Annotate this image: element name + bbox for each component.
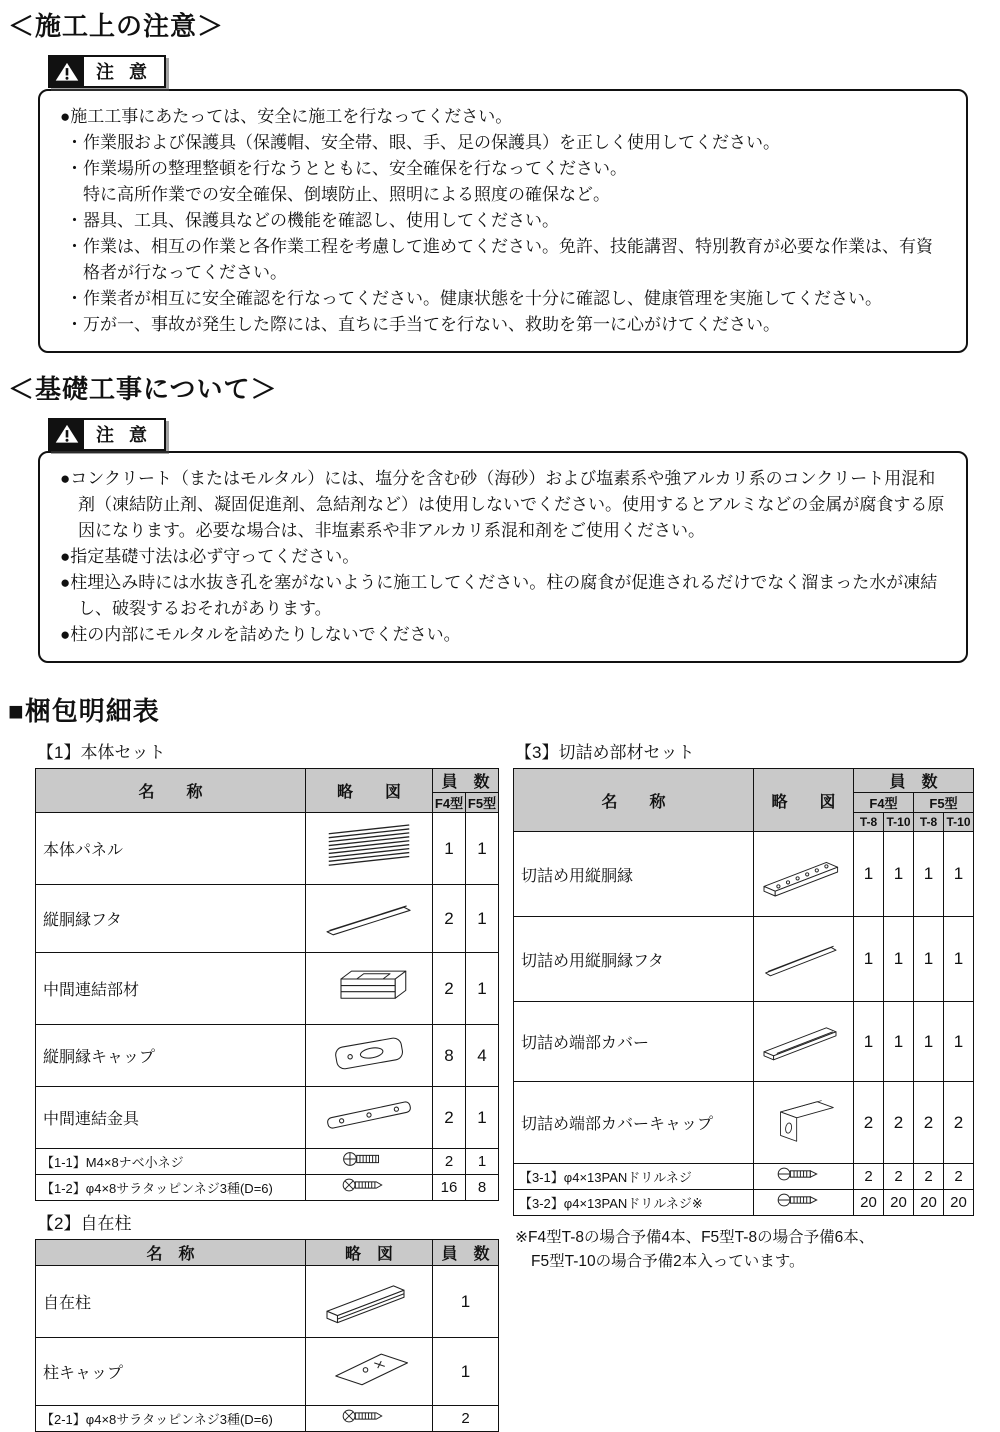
bullet-marker: ・ <box>66 210 83 230</box>
qty-f4: 2 <box>433 1149 466 1175</box>
table-row <box>514 1002 974 1082</box>
drill-screw-icon <box>775 1164 833 1184</box>
col-header-f5: F5型 <box>914 793 974 813</box>
section-title-construction: ＜施工上の注意＞ <box>8 11 225 41</box>
col-header-f5: F5型 <box>466 793 499 813</box>
caution-item <box>66 286 948 312</box>
qty: 1 <box>884 1002 914 1082</box>
col-header-sketch: 略 図 <box>306 1240 433 1266</box>
table-row <box>36 1175 499 1201</box>
part-name: 切詰め用縦胴縁 <box>514 832 754 917</box>
bullet-marker: ・ <box>66 132 83 152</box>
qty-f4: 16 <box>433 1175 466 1201</box>
bullet-marker: ・ <box>66 288 83 308</box>
caution-item <box>66 234 948 286</box>
footnote-line: F5型T-10の場合予備2本入っています。 <box>531 1253 805 1270</box>
qty: 2 <box>944 1164 974 1190</box>
caution-badge <box>48 418 166 451</box>
qty: 20 <box>914 1190 944 1216</box>
post-bar-icon <box>311 1271 427 1327</box>
construction-caution-section <box>38 55 968 353</box>
qty: 20 <box>884 1190 914 1216</box>
part-name: 【1-2】φ4×8サラタッピンネジ3種(D=6) <box>36 1175 306 1201</box>
col-header-f4: F4型 <box>433 793 466 813</box>
caution-text: 指定基礎寸法は必ず守ってください。 <box>70 547 360 566</box>
part-name: 中間連結金具 <box>36 1087 306 1149</box>
caution-text: 万が一、事故が発生した際には、直ちに手当てを行ない、救助を第一に心がけてください。 <box>83 314 780 334</box>
flat-screw-icon <box>340 1406 398 1426</box>
qty: 1 <box>944 917 974 1002</box>
bullet-marker: ● <box>60 106 71 126</box>
col-header-sketch: 略 図 <box>754 769 854 832</box>
part-name: 柱キャップ <box>36 1338 306 1406</box>
qty: 1 <box>854 832 884 917</box>
qty: 1 <box>854 1002 884 1082</box>
bullet-marker: ・ <box>66 158 83 178</box>
col-header-t10: T-10 <box>884 813 914 832</box>
part-name: 【3-1】φ4×13PANドリルネジ <box>514 1164 754 1190</box>
qty-f5: 1 <box>466 885 499 953</box>
qty: 2 <box>944 1082 974 1164</box>
table-row <box>36 1338 499 1406</box>
part-name: 本体パネル <box>36 813 306 885</box>
channel-joint-icon <box>311 958 427 1014</box>
table-row <box>514 917 974 1002</box>
col-header-sketch: 略 図 <box>306 769 433 813</box>
qty: 1 <box>914 917 944 1002</box>
part-name: 自在柱 <box>36 1266 306 1338</box>
qty: 2 <box>433 1406 499 1432</box>
part-name: 縦胴縁キャップ <box>36 1025 306 1087</box>
cut-rail-cover-icon <box>756 930 852 984</box>
caution-text: 作業者が相互に安全確認を行なってください。健康状態を十分に確認し、健康管理を実施してください。 <box>83 288 882 308</box>
table-row <box>36 885 499 953</box>
pan-screw-icon <box>340 1149 398 1169</box>
caution-item <box>66 312 948 338</box>
qty-f4: 2 <box>433 953 466 1025</box>
col-header-name: 名 称 <box>36 769 306 813</box>
footnote <box>515 1226 974 1274</box>
qty: 1 <box>433 1338 499 1406</box>
qty: 1 <box>944 1002 974 1082</box>
part-name: 縦胴縁フタ <box>36 885 306 953</box>
caution-badge <box>48 55 166 88</box>
qty: 1 <box>914 832 944 917</box>
post-cap-icon <box>311 1341 427 1397</box>
table-cut-parts-set <box>513 768 974 1216</box>
table-body-set <box>35 768 499 1201</box>
table-row <box>36 1087 499 1149</box>
caution-text: コンクリート（またはモルタル）には、塩分を含む砂（海砂）および塩素系や強アルカリ系のコンクリート用混和剤（凍結防止剤、凝固促進剤、急結剤など）は使用しないでください。使用するとアルミなどの金属が腐食する原因になります。必要な場合は、非塩素系や非アルカリ系混和剤をご使用ください。 <box>70 469 945 540</box>
table-row <box>514 1190 974 1216</box>
qty: 2 <box>884 1164 914 1190</box>
end-cover-cap-icon <box>760 1087 848 1153</box>
bullet-marker: ● <box>60 625 71 644</box>
caution-item <box>60 104 948 130</box>
warning-triangle-icon <box>50 57 84 86</box>
col-header-t8: T-8 <box>914 813 944 832</box>
qty-f4: 8 <box>433 1025 466 1087</box>
qty: 1 <box>884 917 914 1002</box>
flat-bar-icon <box>311 888 427 944</box>
table-row <box>36 1025 499 1087</box>
caution-item-continuation <box>66 182 948 208</box>
packing-right-column <box>513 738 974 1432</box>
cut-rail-icon <box>756 845 852 899</box>
flat-screw-icon <box>340 1175 398 1195</box>
part-name: 切詰め用縦胴縁フタ <box>514 917 754 1002</box>
caution-item <box>60 622 948 648</box>
caution-item <box>60 570 948 622</box>
col-header-name: 名 称 <box>36 1240 306 1266</box>
bullet-marker: ・ <box>66 236 83 256</box>
footnote-line: ※F4型T-8の場合予備4本、F5型T-8の場合予備6本、 <box>515 1229 875 1246</box>
caution-item <box>66 130 948 156</box>
construction-caution-box <box>38 89 968 353</box>
drill-screw-icon <box>775 1190 833 1210</box>
warning-triangle-icon <box>50 420 84 449</box>
qty: 1 <box>914 1002 944 1082</box>
qty: 2 <box>914 1164 944 1190</box>
caution-text: 施工工事にあたっては、安全に施工を行なってください。 <box>70 106 513 126</box>
packing-left-column <box>35 738 499 1432</box>
qty-f5: 1 <box>466 1149 499 1175</box>
part-name: 【3-2】φ4×13PANドリルネジ※ <box>514 1190 754 1216</box>
bullet-marker: ・ <box>66 314 83 334</box>
qty-f5: 8 <box>466 1175 499 1201</box>
table-row <box>514 1082 974 1164</box>
caution-text: 作業場所の整理整頓を行なうとともに、安全確保を行なってください。 <box>83 158 627 178</box>
packing-tables <box>35 738 1000 1432</box>
qty-f5: 1 <box>466 1087 499 1149</box>
qty: 20 <box>944 1190 974 1216</box>
caution-text: 柱の内部にモルタルを詰めたりしないでください。 <box>70 625 461 644</box>
col-header-qty: 員 数 <box>854 769 974 793</box>
table-row <box>36 1266 499 1338</box>
caution-item <box>66 156 948 182</box>
bullet-marker: ● <box>60 469 71 488</box>
col-header-f4: F4型 <box>854 793 914 813</box>
col-header-t8: T-8 <box>854 813 884 832</box>
table-row <box>36 953 499 1025</box>
caution-text: 作業は、相互の作業と各作業工程を考慮して進めてください。免許、技能講習、特別教育が必要な作業は、有資格者が行なってください。 <box>83 236 933 282</box>
qty: 2 <box>854 1164 884 1190</box>
qty: 20 <box>854 1190 884 1216</box>
caution-text: 作業服および保護具（保護帽、安全帯、眼、手、足の保護具）を正しく使用してください。 <box>83 132 780 152</box>
caution-text: 特に高所作業での安全確保、倒壊防止、照明による照度の確保など。 <box>83 184 610 204</box>
qty-f4: 1 <box>433 813 466 885</box>
caution-text: 柱埋込み時には水抜き孔を塞がないように施工してください。柱の腐食が促進されるだけでなく溜まった水が凍結し、破裂するおそれがあります。 <box>70 573 938 618</box>
bullet-marker: ● <box>60 573 71 592</box>
panel-stack-icon <box>311 818 427 874</box>
col-header-qty: 員 数 <box>433 1240 499 1266</box>
qty: 1 <box>433 1266 499 1338</box>
joint-bracket-icon <box>311 1087 427 1143</box>
section-title-foundation: ＜基礎工事について＞ <box>8 373 278 404</box>
part-name: 切詰め端部カバー <box>514 1002 754 1082</box>
caution-text: 器具、工具、保護具などの機能を確認し、使用してください。 <box>83 210 559 230</box>
part-name: 切詰め端部カバーキャップ <box>514 1082 754 1164</box>
table1-caption: 【1】本体セット <box>37 743 166 762</box>
table-free-post <box>35 1239 499 1432</box>
qty: 1 <box>944 832 974 917</box>
qty: 1 <box>854 917 884 1002</box>
qty: 1 <box>884 832 914 917</box>
foundation-caution-box <box>38 451 968 663</box>
qty: 2 <box>884 1082 914 1164</box>
table-row <box>36 813 499 885</box>
col-header-name: 名 称 <box>514 769 754 832</box>
part-name: 中間連結部材 <box>36 953 306 1025</box>
bullet-marker: ● <box>60 547 71 566</box>
qty: 2 <box>854 1082 884 1164</box>
section-title-packing-list: ■梱包明細表 <box>8 696 160 726</box>
table2-caption: 【2】自在柱 <box>37 1214 132 1233</box>
col-header-qty: 員 数 <box>433 769 499 793</box>
qty-f5: 1 <box>466 953 499 1025</box>
qty: 2 <box>914 1082 944 1164</box>
table-row <box>514 1164 974 1190</box>
foundation-caution-section <box>38 418 968 664</box>
end-cover-icon <box>756 1012 852 1066</box>
caution-item <box>60 544 948 570</box>
cap-plate-icon <box>311 1025 427 1081</box>
caution-badge-label: 注 意 <box>96 62 153 82</box>
part-name: 【1-1】M4×8ナベ小ネジ <box>36 1149 306 1175</box>
col-header-t10: T-10 <box>944 813 974 832</box>
qty-f4: 2 <box>433 885 466 953</box>
caution-item <box>60 466 948 544</box>
qty-f5: 1 <box>466 813 499 885</box>
table-row <box>36 1149 499 1175</box>
caution-badge-label: 注 意 <box>96 424 153 445</box>
part-name: 【2-1】φ4×8サラタッピンネジ3種(D=6) <box>36 1406 306 1432</box>
qty-f4: 2 <box>433 1087 466 1149</box>
table-row <box>514 832 974 917</box>
qty-f5: 4 <box>466 1025 499 1087</box>
table3-caption: 【3】切詰め部材セット <box>515 743 695 762</box>
caution-item <box>66 208 948 234</box>
table-row <box>36 1406 499 1432</box>
